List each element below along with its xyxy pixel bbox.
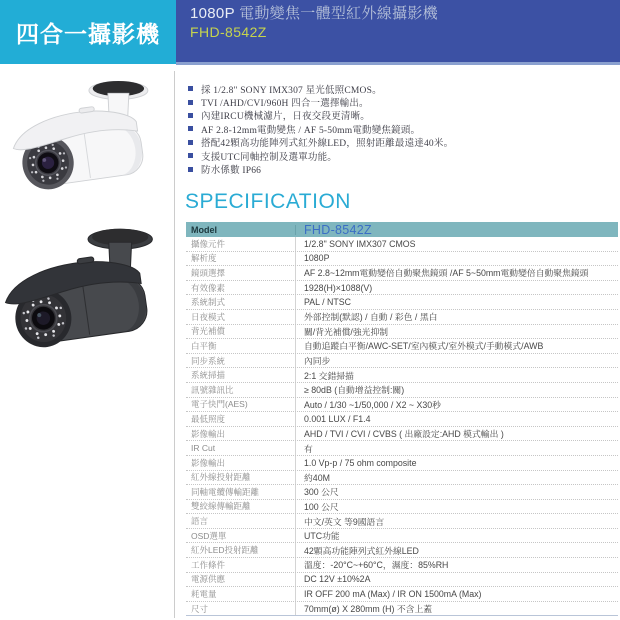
header-bar [176, 0, 620, 65]
spec-table [186, 222, 618, 616]
spec-label: 訊號雜訊比 [186, 383, 296, 397]
spec-label: 語言 [186, 514, 296, 528]
spec-row [186, 587, 618, 602]
spec-label: 背光補償 [186, 325, 296, 339]
bullet-square-icon [188, 126, 193, 131]
spec-label: 紅外線投射距離 [186, 471, 296, 485]
spec-value: 0.001 LUX / F1.4 [304, 413, 371, 424]
feature-text: AF 2.8-12mm電動變焦 / AF 5-50mm電動變焦鏡頭。 [201, 125, 421, 136]
bullet-square-icon [188, 113, 193, 118]
feature-text: 內建IRCU機械濾片，日夜交段更清晰。 [201, 112, 370, 123]
spec-row [186, 252, 618, 267]
spec-label: 尺寸 [186, 602, 296, 616]
spec-value: 外部控制(默認) / 自動 / 彩色 / 黑白 [304, 312, 438, 323]
spec-value: AF 2.8~12mm電動變倍自動聚焦鏡頭 /AF 5~50mm電動變倍自動聚焦鏡頭 [304, 268, 589, 279]
spec-label: 白平衡 [186, 339, 296, 353]
feature-item [187, 162, 615, 175]
bullet-square-icon [188, 100, 193, 105]
bullet-square-icon [188, 86, 193, 91]
spec-row [186, 237, 618, 252]
spec-label: 系統掃描 [186, 368, 296, 382]
spec-value: 1/2.8" SONY IMX307 CMOS [304, 238, 416, 249]
spec-label: 紅外LED投射距離 [186, 543, 296, 557]
spec-row [186, 339, 618, 354]
spec-row [186, 427, 618, 442]
spec-row [186, 398, 618, 413]
spec-value: 自動追蹤白平衡/AWC-SET/室內模式/室外模式/手動模式/AWB [304, 341, 544, 352]
product-family-badge [0, 0, 176, 64]
spec-row [186, 602, 618, 617]
spec-value: 約40M [304, 472, 330, 483]
feature-text: 採 1/2.8" SONY IMX307 星光低照CMOS。 [201, 85, 382, 96]
feature-item [187, 95, 615, 108]
spec-row [186, 441, 618, 456]
bullet-square-icon [188, 140, 193, 145]
spec-label: IR Cut [186, 441, 296, 455]
spec-row [186, 368, 618, 383]
spec-row [186, 383, 618, 398]
spec-row [186, 281, 618, 296]
spec-label: 電子快門(AES) [186, 398, 296, 412]
spec-value: 溫度：-20°C~+60°C，濕度：85%RH [304, 560, 449, 571]
spec-label: OSD選單 [186, 529, 296, 543]
spec-row [186, 573, 618, 588]
spec-header-model-label: Model [186, 225, 296, 235]
spec-row [186, 529, 618, 544]
spec-value: 中文/英文 等9國語言 [304, 516, 385, 527]
white-bullet-camera-image [12, 70, 164, 204]
spec-label: 有效像素 [186, 281, 296, 295]
spec-label: 同軸電纜傳輸距離 [186, 485, 296, 499]
spec-label: 最低照度 [186, 412, 296, 426]
spec-label: 雙絞線傳輸距離 [186, 500, 296, 514]
spec-row [186, 412, 618, 427]
feature-text: 搭配42顆高功能陣列式紅外線LED，照射距離最遠達40米。 [201, 139, 454, 150]
spec-row [186, 456, 618, 471]
spec-value: DC 12V ±10%2A [304, 574, 371, 585]
spec-label: 鏡頭選擇 [186, 266, 296, 280]
spec-value: 100 公尺 [304, 501, 339, 512]
spec-value: PAL / NTSC [304, 297, 351, 308]
feature-text: TVI /AHD/CVI/960H 四合一選擇輸出。 [201, 99, 369, 110]
spec-value: 關/背光補償/強光抑制 [304, 326, 389, 337]
spec-value: 內同步 [304, 356, 331, 367]
vertical-divider [174, 71, 175, 618]
feature-item [187, 122, 615, 135]
spec-value: Auto / 1/30 ~1/50,000 / X2 ~ X30秒 [304, 399, 441, 410]
spec-value: 70mm(ø) X 280mm (H) 不含上蓋 [304, 604, 433, 615]
spec-label: 解析度 [186, 252, 296, 266]
spec-label: 工作條件 [186, 558, 296, 572]
header-model-number: FHD-8542Z [190, 24, 267, 40]
spec-label: 耗電量 [186, 587, 296, 601]
spec-value: 2:1 交錯掃描 [304, 370, 354, 381]
feature-item [187, 149, 615, 162]
spec-value: UTC功能 [304, 531, 340, 542]
spec-label: 系統制式 [186, 295, 296, 309]
feature-item [187, 136, 615, 149]
bullet-square-icon [188, 153, 193, 158]
bullet-square-icon [188, 167, 193, 172]
spec-value: 42顆高功能陣列式紅外線LED [304, 545, 419, 556]
spec-row [186, 471, 618, 486]
feature-item [187, 82, 615, 95]
spec-row [186, 266, 618, 281]
spec-row [186, 558, 618, 573]
feature-list [187, 82, 615, 176]
product-title-text: 電動變焦一體型紅外線攝影機 [234, 5, 438, 22]
spec-label: 日夜模式 [186, 310, 296, 324]
feature-item [187, 109, 615, 122]
feature-text: 防水係數 IP66 [201, 166, 262, 177]
product-family-label: 四合一攝影機 [16, 20, 160, 47]
spec-row [186, 500, 618, 515]
spec-label: 電源供應 [186, 573, 296, 587]
spec-label: 同步系統 [186, 354, 296, 368]
spec-value: 有 [304, 443, 313, 454]
spec-table-header [186, 222, 618, 237]
resolution-label: 1080P [190, 5, 235, 22]
product-title [190, 5, 620, 22]
specification-heading: SPECIFICATION [185, 190, 351, 213]
spec-label: 攝像元件 [186, 237, 296, 251]
spec-row [186, 325, 618, 340]
spec-value: AHD / TVI / CVI / CVBS ( 出廠設定:AHD 模式輸出 ) [304, 429, 504, 440]
spec-row [186, 354, 618, 369]
spec-row [186, 543, 618, 558]
spec-value: 300 公尺 [304, 487, 339, 498]
dark-bullet-camera-image [4, 214, 170, 366]
spec-label: 影像輸出 [186, 456, 296, 470]
spec-value: IR OFF 200 mA (Max) / IR ON 1500mA (Max) [304, 589, 482, 600]
spec-value: 1.0 Vp-p / 75 ohm composite [304, 457, 417, 468]
spec-value: ≥ 80dB (自動增益控制:關) [304, 385, 405, 396]
spec-row [186, 514, 618, 529]
feature-text: 支援UTC同軸控制及選單功能。 [201, 152, 338, 163]
spec-label: 影像輸出 [186, 427, 296, 441]
spec-row [186, 310, 618, 325]
spec-value: 1080P [304, 253, 330, 264]
spec-row [186, 485, 618, 500]
spec-header-model-value[interactable]: FHD-8542Z [304, 222, 372, 237]
spec-row [186, 295, 618, 310]
spec-value: 1928(H)×1088(V) [304, 282, 373, 293]
